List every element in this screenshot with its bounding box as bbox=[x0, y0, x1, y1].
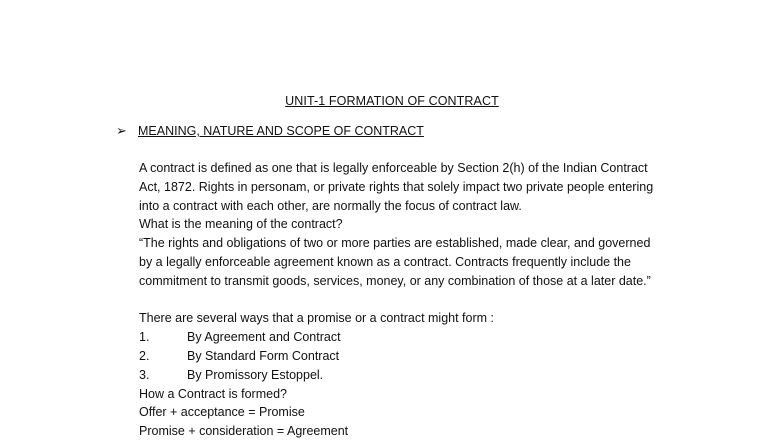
section-heading-row bbox=[116, 123, 424, 139]
list-item bbox=[139, 347, 699, 366]
list-text: By Agreement and Contract bbox=[187, 330, 341, 345]
paragraph-line: A contract is defined as one that is legally enforceable by Section 2(h) of the Indian Contract bbox=[139, 161, 648, 175]
ways-intro: There are several ways that a promise or a contract might form : bbox=[139, 311, 494, 326]
list-number: 3. bbox=[139, 367, 150, 382]
paragraph-line: Act, 1872. Rights in personam, or private rights that solely impact two private people entering bbox=[139, 179, 654, 194]
arrow-bullet-icon: ➢ bbox=[116, 123, 127, 138]
formula-line: Promise + consideration = Agreement bbox=[139, 424, 349, 439]
formula-line: Offer + acceptance = Promise bbox=[139, 405, 305, 420]
list-text: By Promissory Estoppel. bbox=[187, 367, 324, 382]
question-line: What is the meaning of the contract? bbox=[139, 217, 343, 232]
list-number: 1. bbox=[139, 330, 150, 345]
quote-line: “The rights and obligations of two or more parties are established, made clear, and governed bbox=[139, 236, 651, 251]
quote-line: commitment to transmit goods, services, money, or any combination of those at a later date.” bbox=[139, 273, 651, 288]
list-item bbox=[139, 366, 699, 385]
list-number: 2. bbox=[139, 348, 150, 363]
unit-title: UNIT-1 FORMATION OF CONTRACT bbox=[285, 94, 499, 108]
blank-line bbox=[139, 291, 699, 310]
document-body bbox=[139, 159, 699, 441]
list-text: By Standard Form Contract bbox=[187, 348, 340, 363]
section-heading: MEANING, NATURE AND SCOPE OF CONTRACT bbox=[138, 124, 424, 138]
paragraph-line: into a contract with each other, are normally the focus of contract law. bbox=[139, 198, 522, 213]
list-item bbox=[139, 328, 699, 347]
formed-question: How a Contract is formed? bbox=[139, 386, 287, 401]
quote-line: by a legally enforceable agreement known as a contract. Contracts frequently include the bbox=[139, 254, 631, 269]
